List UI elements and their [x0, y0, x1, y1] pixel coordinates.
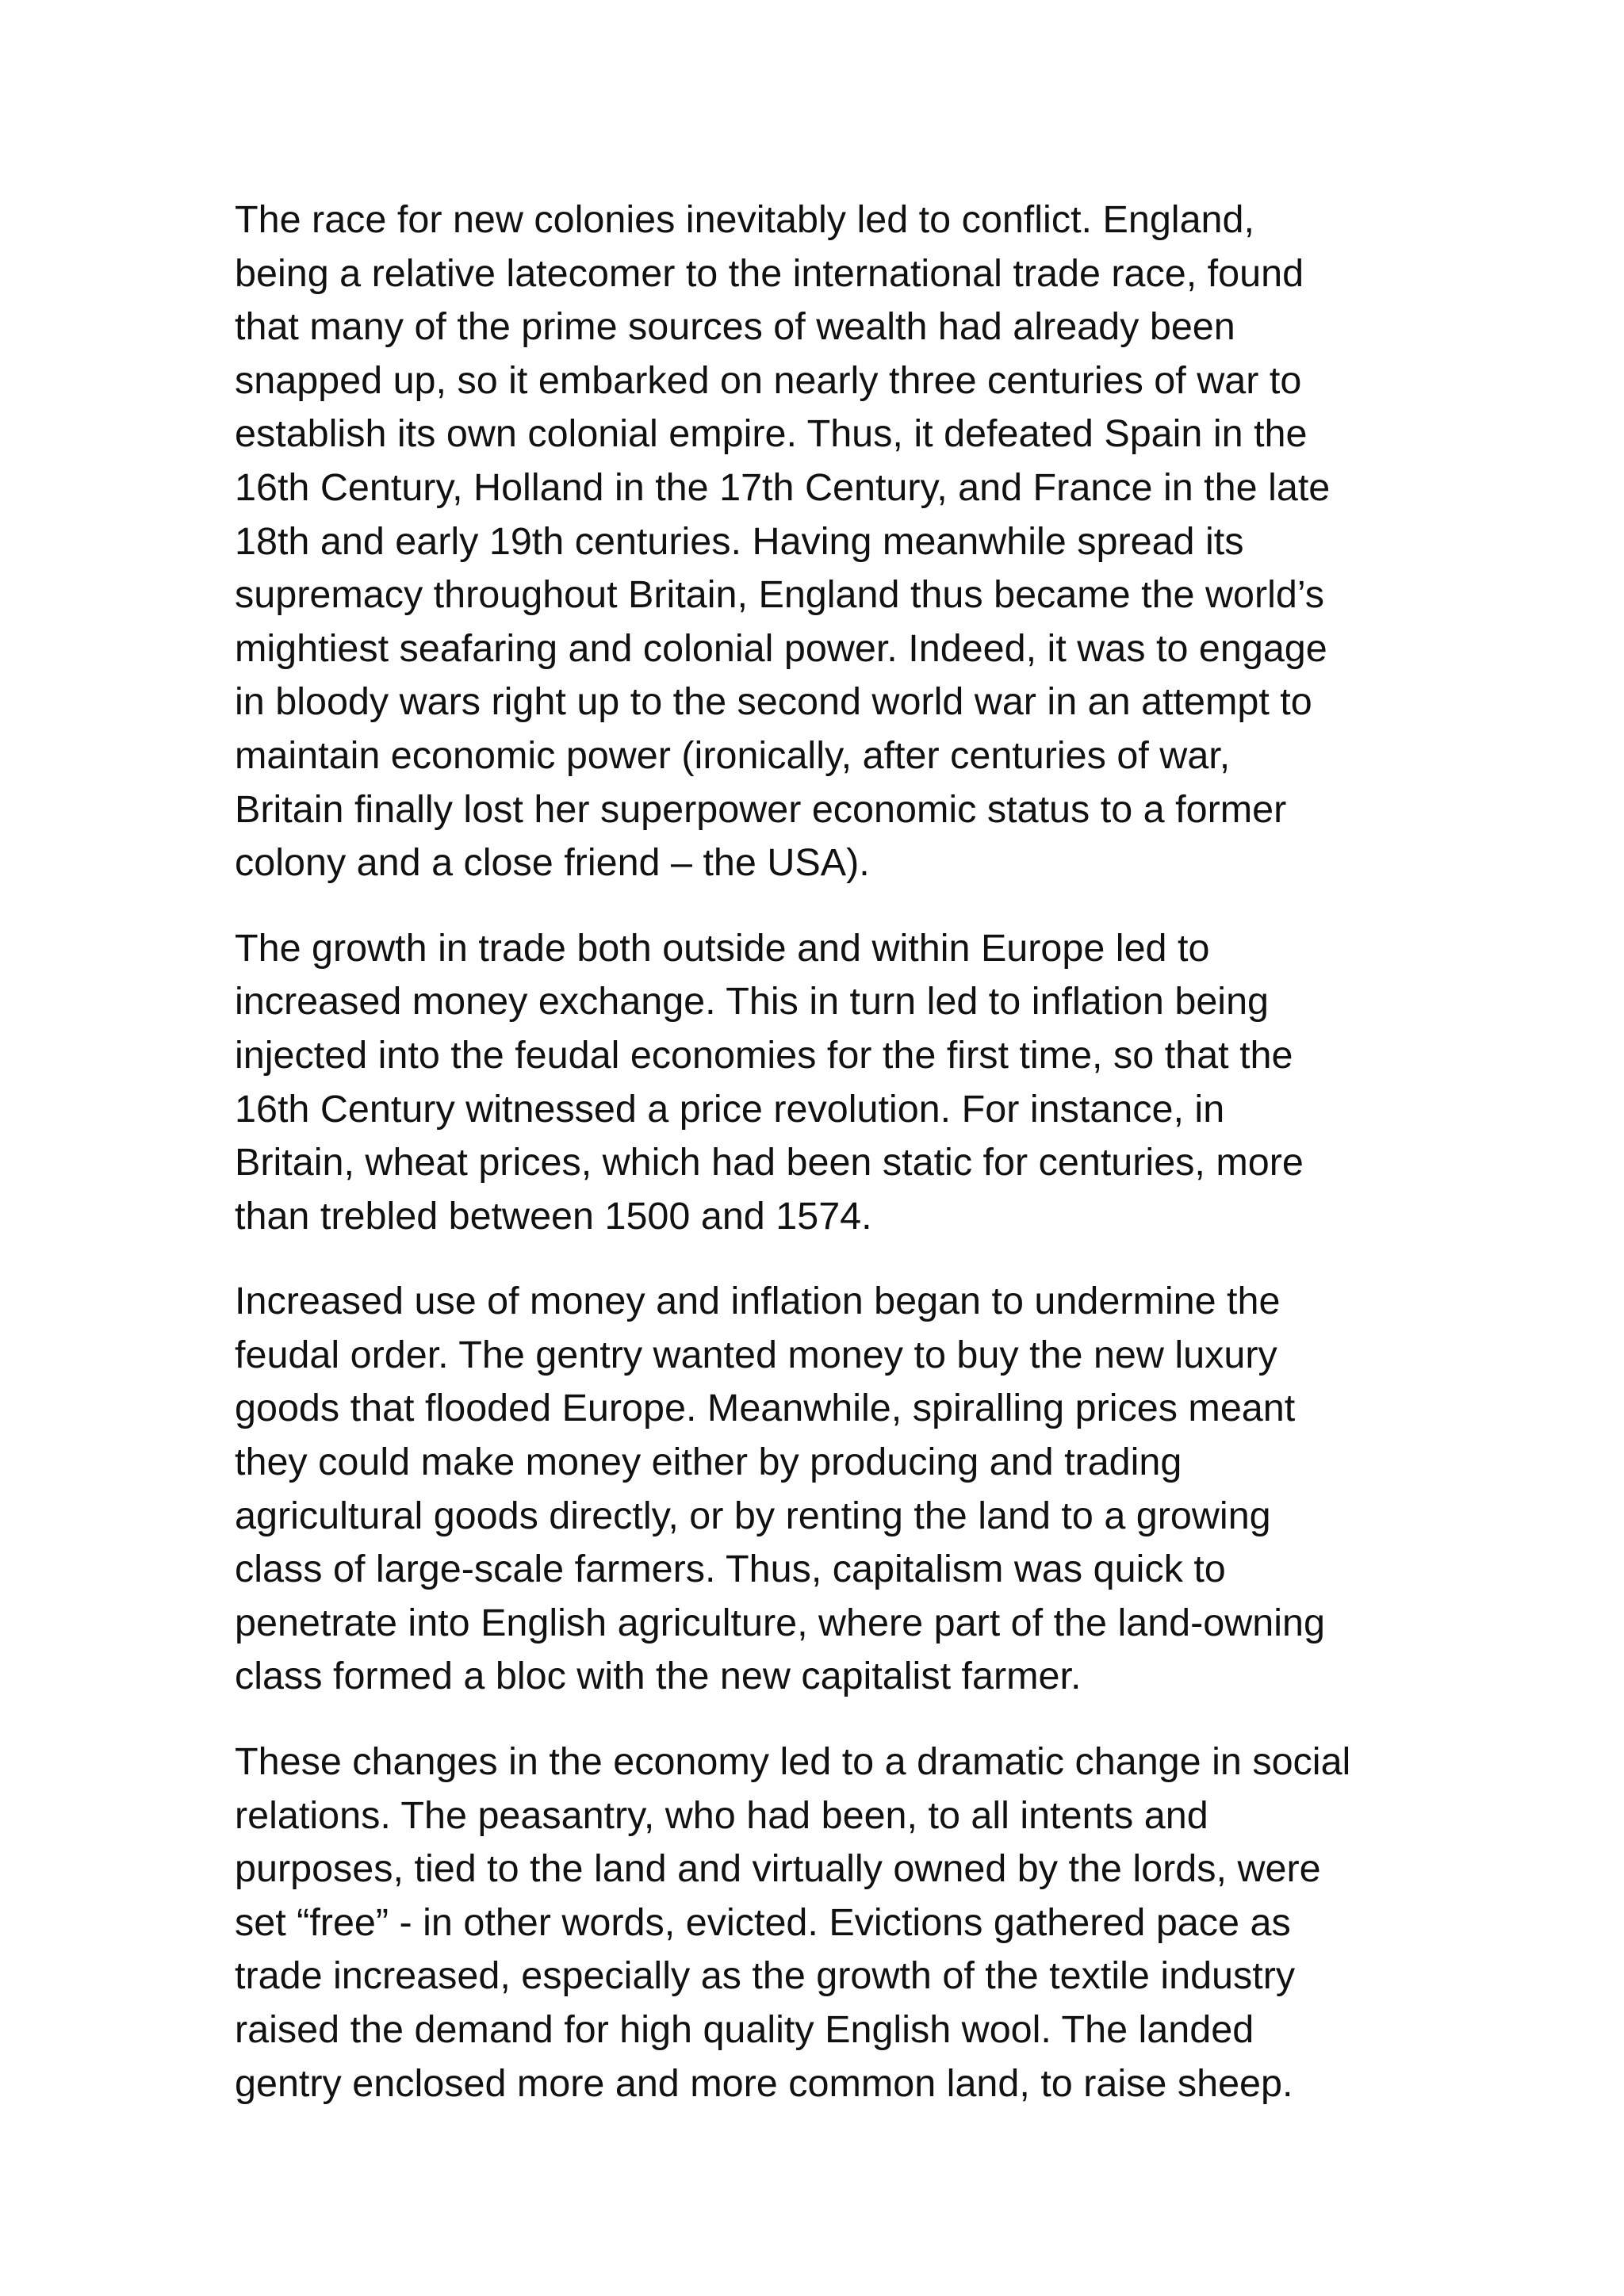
text-line: relations. The peasantry, who had been, to all intents and [235, 1793, 1208, 1837]
text-line: goods that flooded Europe. Meanwhile, spiralling prices meant [235, 1387, 1296, 1430]
paragraph-colonial-conflict [235, 193, 1424, 890]
text-line: class of large-scale farmers. Thus, capitalism was quick to [235, 1548, 1226, 1591]
text-line: increased money exchange. This in turn led to inflation being [235, 980, 1270, 1024]
text-line: set “free” - in other words, evicted. Evictions gathered pace as [235, 1900, 1291, 1944]
text-line: agricultural goods directly, or by renting the land to a growing [235, 1494, 1271, 1537]
text-line: colony and a close friend – the USA). [235, 841, 870, 885]
text-line: mightiest seafaring and colonial power. Indeed, it was to engage [235, 626, 1327, 670]
text-line: being a relative latecomer to the international trade race, found [235, 251, 1304, 295]
text-line: than trebled between 1500 and 1574. [235, 1194, 872, 1238]
text-line: 18th and early 19th centuries. Having meanwhile spread its [235, 519, 1244, 563]
text-line: Britain finally lost her superpower economic status to a former [235, 787, 1287, 831]
text-line: penetrate into English agriculture, where part of the land-owning [235, 1601, 1326, 1644]
text-line: raised the demand for high quality English wool. The landed [235, 2008, 1254, 2051]
text-line: snapped up, so it embarked on nearly three centuries of war to [235, 358, 1302, 402]
text-line: Britain, wheat prices, which had been static for centuries, more [235, 1141, 1304, 1184]
paragraph-trade-inflation [235, 922, 1424, 1244]
text-line: injected into the feudal economies for the first time, so that the [235, 1033, 1293, 1077]
text-line: feudal order. The gentry wanted money to buy the new luxury [235, 1333, 1277, 1376]
text-line: that many of the prime sources of wealth had already been [235, 305, 1235, 349]
text-line: trade increased, especially as the growth of the textile industry [235, 1954, 1296, 1998]
body-text [235, 193, 1424, 2142]
paragraph-feudal-order [235, 1275, 1424, 1704]
text-line: 16th Century witnessed a price revolution. For instance, in [235, 1087, 1225, 1131]
text-line: The race for new colonies inevitably led to conflict. England, [235, 198, 1254, 241]
text-line: in bloody wars right up to the second world war in an attempt to [235, 680, 1312, 724]
text-line: supremacy throughout Britain, England thus became the world’s [235, 573, 1325, 617]
text-line: they could make money either by producing and trading [235, 1441, 1182, 1484]
text-line: The growth in trade both outside and within Europe led to [235, 926, 1210, 970]
text-line: These changes in the economy led to a dramatic change in social [235, 1740, 1351, 1784]
text-line: establish its own colonial empire. Thus, it defeated Spain in the [235, 412, 1308, 456]
text-line: Increased use of money and inflation began to undermine the [235, 1280, 1281, 1323]
text-line: purposes, tied to the land and virtually owned by the lords, were [235, 1847, 1321, 1891]
text-line: gentry enclosed more and more common land, to raise sheep. [235, 2061, 1293, 2105]
text-line: maintain economic power (ironically, after centuries of war, [235, 733, 1231, 777]
paragraph-social-relations [235, 1735, 1424, 2110]
text-line: 16th Century, Holland in the 17th Century, and France in the late [235, 465, 1331, 509]
text-line: class formed a bloc with the new capitalist farmer. [235, 1655, 1082, 1698]
